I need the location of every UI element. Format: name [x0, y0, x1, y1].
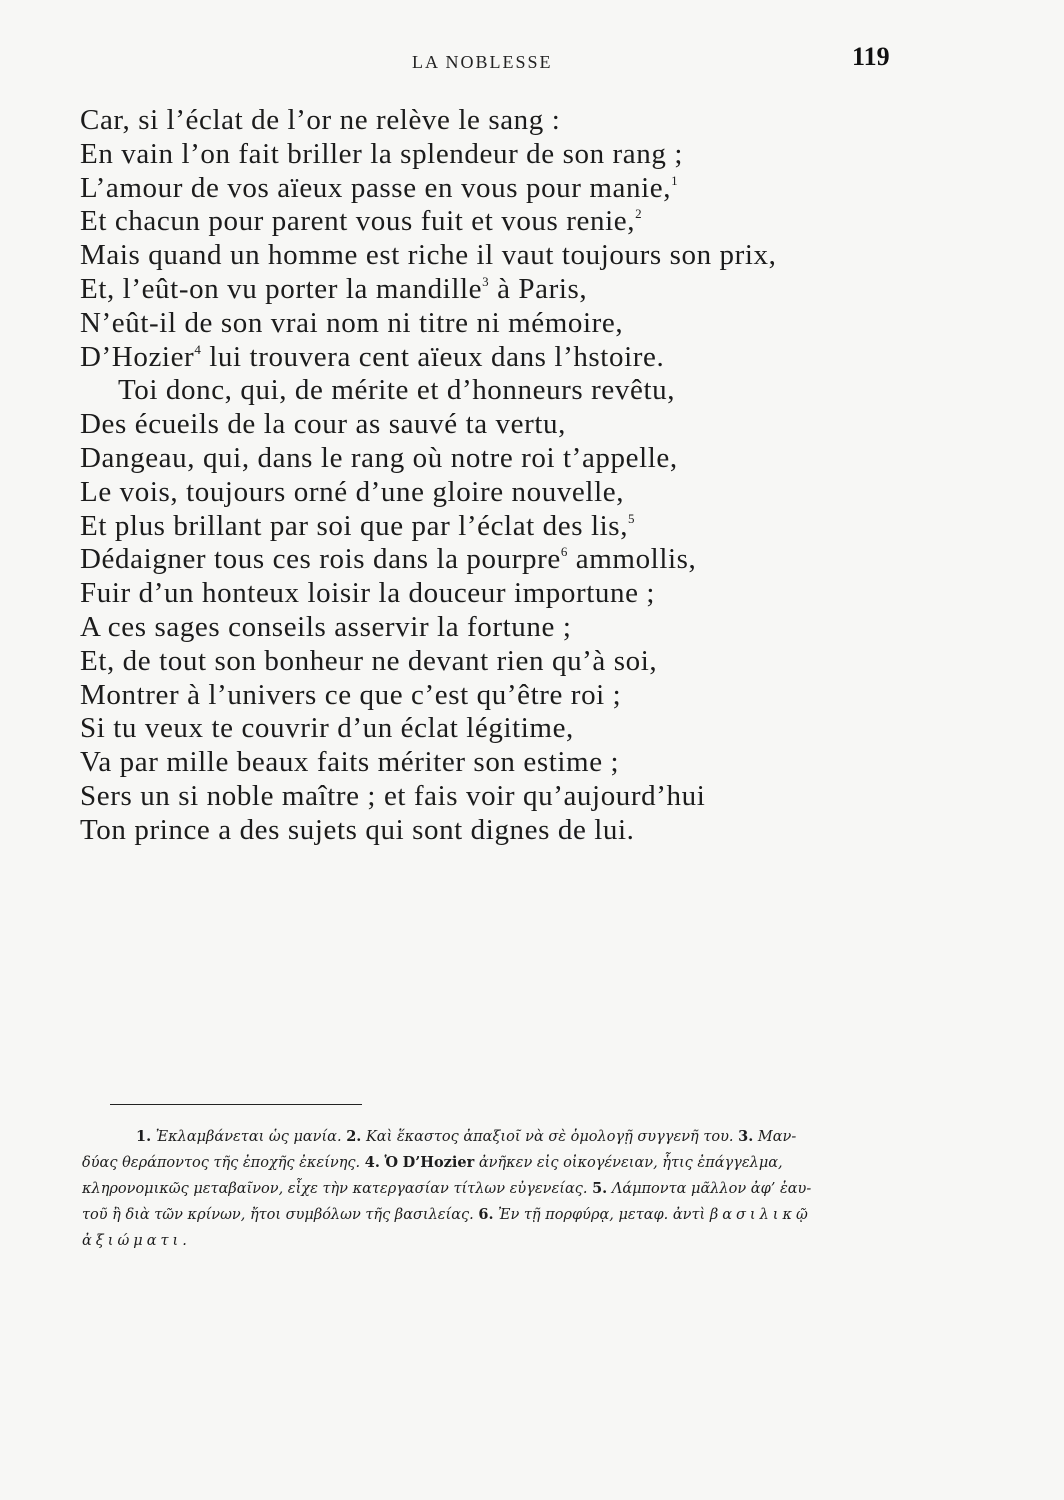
footnote-line-5	[82, 1228, 962, 1254]
verse-text: Sers un si noble maître ; et fais voir qu’aujourd’hui	[80, 779, 706, 812]
verse-line	[80, 476, 940, 510]
verse-text: Et, de tout son bonheur ne devant rien qu’à soi,	[80, 644, 658, 677]
footnote-line-2	[82, 1150, 962, 1176]
verse-text: Toi donc, qui, de mérite et d’honneurs revêtu,	[118, 374, 676, 407]
verse-text: Le vois, toujours orné d’une gloire nouvelle,	[80, 475, 625, 508]
footnote-line-4	[82, 1202, 962, 1228]
verse-line	[80, 577, 940, 611]
verse-text: D’Hozier	[80, 340, 195, 373]
verse-line	[80, 172, 940, 206]
footnote-text-3b: δύας θεράποντος τῆς ἐποχῆς ἐκείνης.	[82, 1155, 361, 1171]
footnote-line-3	[82, 1176, 962, 1202]
page-number: 119	[852, 42, 890, 71]
footnote-text-4a: Ὁ	[384, 1154, 399, 1171]
verse-text: L’amour de vos aïeux passe en vous pour manie,	[80, 171, 672, 204]
verse-line	[80, 273, 940, 307]
verse-text-continued: ammollis,	[567, 543, 697, 576]
verse-text: Si tu veux te couvrir d’un éclat légitime,	[80, 712, 574, 745]
verse-line	[80, 307, 940, 341]
footnote-text-6-spaced: βασιλικῷ	[709, 1207, 812, 1223]
verse-line	[80, 239, 940, 273]
verse-line	[80, 746, 940, 780]
verse-text: Car, si l’éclat de l’or ne relève le sang :	[80, 104, 561, 136]
footnote-text-6a: Ἐν τῇ πορφύρᾳ, μεταφ. ἀντὶ	[498, 1207, 706, 1223]
verse-line	[80, 374, 940, 408]
verse-text: N’eût-il de son vrai nom ni titre ni mémoire,	[80, 306, 624, 339]
verse-text-continued: lui trouvera cent aïeux dans l’hstoire.	[201, 340, 665, 373]
verse-text: Dédaigner tous ces rois dans la pourpre	[80, 543, 561, 576]
footnote-marker: 2	[635, 206, 643, 222]
footnote-number-3: 3.	[738, 1128, 754, 1145]
verse-text: Et plus brillant par soi que par l’éclat des lis,	[80, 509, 629, 542]
verse-text: Ton prince a des sujets qui sont dignes de lui.	[80, 813, 635, 846]
footnotes	[82, 1124, 962, 1254]
verse-line	[80, 645, 940, 679]
verse-line	[80, 712, 940, 746]
footnote-name-dhozier: D’Hozier	[402, 1154, 475, 1171]
verse-line	[80, 679, 940, 713]
verse-text: Va par mille beaux faits mériter son estime ;	[80, 746, 620, 779]
verse-text: Et, l’eût-on vu porter la mandille	[80, 272, 483, 305]
verse-line	[80, 104, 940, 138]
footnote-text-5a: Λάμποντα μᾶλλον ἀφ’ ἑαυ-	[611, 1181, 812, 1197]
verse-text-continued: à Paris,	[489, 272, 588, 305]
footnote-text-4c: κληρονομικῶς μεταβαῖνον, εἶχε τὴν κατεργασίαν τίτλων εὐγενείας.	[82, 1181, 588, 1197]
footnote-marker: 4	[194, 341, 202, 357]
footnote-text-1: Ἐκλαμβάνεται ὡς μανία.	[155, 1129, 342, 1145]
verse-text: A ces sages conseils asservir la fortune ;	[80, 610, 572, 643]
verse-text: Dangeau, qui, dans le rang où notre roi t’appelle,	[80, 441, 678, 474]
footnote-marker: 1	[671, 172, 679, 188]
verse-line	[80, 138, 940, 172]
verse-line	[80, 543, 940, 577]
footnote-number-2: 2.	[346, 1128, 362, 1145]
running-title: LA NOBLESSE	[412, 52, 553, 72]
footnote-separator	[110, 1104, 362, 1105]
verse-text: Et chacun pour parent vous fuit et vous renie,	[80, 205, 636, 238]
verse-line	[80, 408, 940, 442]
verse-text: Fuir d’un honteux loisir la douceur importune ;	[80, 577, 656, 610]
footnote-marker: 6	[560, 544, 568, 560]
footnote-text-5b: τοῦ ἢ διὰ τῶν κρίνων, ἤτοι συμβόλων τῆς βασιλείας.	[82, 1207, 474, 1223]
verse-text: Mais quand un homme est riche il vaut toujours son prix,	[80, 239, 777, 272]
footnote-marker: 5	[628, 510, 636, 526]
poem-verses	[80, 104, 940, 848]
footnote-line-1	[82, 1124, 962, 1150]
footnote-number-1: 1.	[136, 1128, 152, 1145]
verse-line	[80, 205, 940, 239]
verse-line	[80, 341, 940, 375]
verse-line	[80, 510, 940, 544]
verse-line	[80, 780, 940, 814]
verse-text: Des écueils de la cour as sauvé ta vertu,	[80, 408, 566, 441]
footnote-number-4: 4.	[364, 1154, 380, 1171]
footnote-text-3a: Μαν-	[757, 1129, 797, 1145]
verse-line	[80, 442, 940, 476]
footnote-text-6b: ἀξιώματι.	[82, 1233, 191, 1249]
verse-line	[80, 611, 940, 645]
verse-text: Montrer à l’univers ce que c’est qu’être roi ;	[80, 678, 622, 711]
footnote-number-5: 5.	[592, 1180, 608, 1197]
footnote-marker: 3	[482, 273, 490, 289]
footnote-text-4b: ἀνῆκεν εἰς οἰκογένειαν, ἧτις ἐπάγγελμα,	[478, 1155, 783, 1171]
verse-line	[80, 814, 940, 848]
footnote-text-2: Καὶ ἕκαστος ἀπαξιοῖ νὰ σὲ ὁμολογῇ συγγενῆ του.	[365, 1129, 734, 1145]
verse-text: En vain l’on fait briller la splendeur de son rang ;	[80, 137, 683, 170]
footnote-number-6: 6.	[478, 1206, 494, 1223]
